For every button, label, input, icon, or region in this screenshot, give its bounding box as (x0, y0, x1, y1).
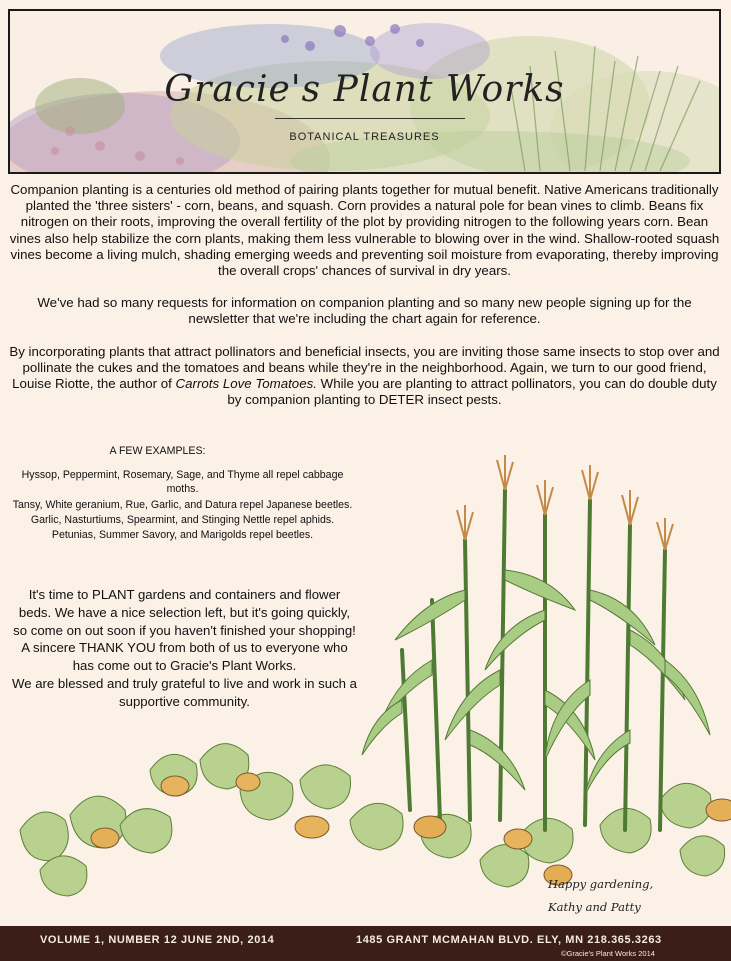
intro-paragraph-3-end: While you are planting to attract pollinators, you can do double duty by companion planting to DETER insect pests. (227, 376, 717, 408)
example-item: Garlic, Nasturtiums, Spearmint, and Stinging Nettle repel aphids. (30, 513, 335, 526)
example-item: Tansy, White geranium, Rue, Garlic, and Datura repel Japanese beetles. (12, 498, 353, 511)
example-item: Petunias, Summer Savory, and Marigolds repel beetles. (51, 529, 314, 542)
intro-paragraph-1: Companion planting is a centuries old method of pairing plants together for mutual benefit. Native Americans traditionally planted the 'three sisters' - corn, beans, and squash. Corn provides a natural pole for bean vines to climb. Beans fix nitrogen on their roots, improving the overall fertility of the plot by providing nitrogen to the following years corn. Bean vines also help stabilize the corn plants, making them less vulnerable to blowing over in the wind. Shallow-rooted squash vines become a living mulch, shading emerging weeds and preventing soil moisture from evaporating, thereby improving the overall crops' chances of survival in dry years. (9, 182, 720, 279)
address-phone: 1485 GRANT MCMAHAN BLVD. ELY, MN 218.365.3263 (356, 934, 662, 946)
book-title: Carrots Love Tomatoes. (175, 376, 317, 392)
signoff-names: Kathy and Patty (548, 900, 641, 914)
intro-text (8, 182, 721, 424)
examples-heading: A FEW EXAMPLES: (109, 445, 206, 457)
newsletter-title: Gracie's Plant Works (164, 69, 565, 110)
closing-section (12, 586, 357, 711)
intro-paragraph-2: We've had so many requests for information on companion planting and so many new people signing up for the newsletter that we're including the chart again for reference. (37, 295, 692, 327)
title-divider (275, 118, 465, 119)
intro-paragraph-3 (8, 344, 721, 409)
issue-info: VOLUME 1, NUMBER 12 JUNE 2ND, 2014 (40, 934, 275, 946)
signoff (548, 873, 653, 919)
copyright: ©Gracie's Plant Works 2014 (561, 949, 655, 958)
closing-paragraph-1: It's time to PLANT gardens and containers and flower beds. We have a nice selection left, but it's going quickly, so come on out soon if you haven't finished your shopping! (13, 587, 356, 638)
header-banner (8, 9, 721, 174)
intro-paragraph-3-start: By incorporating plants that attract pollinators and beneficial insects, you are inviting those same insects to stop over and pollinate the cukes and the tomatoes and beans while they're in the neighborhood. Again, we turn to our good friend, Louise Riotte, the author of (9, 343, 720, 392)
signoff-greeting: Happy gardening, (548, 877, 654, 891)
newsletter-subtitle: BOTANICAL TREASURES (289, 131, 440, 143)
examples-section (10, 444, 355, 543)
footer-bar (0, 926, 731, 961)
example-item: Hyssop, Peppermint, Rosemary, Sage, and Thyme all repel cabbage moths. (21, 469, 344, 496)
closing-paragraph-2: A sincere THANK YOU from both of us to everyone who has come out to Gracie's Plant Works. (21, 640, 348, 674)
closing-paragraph-3: We are blessed and truly grateful to live and work in such a supportive community. (12, 675, 358, 709)
